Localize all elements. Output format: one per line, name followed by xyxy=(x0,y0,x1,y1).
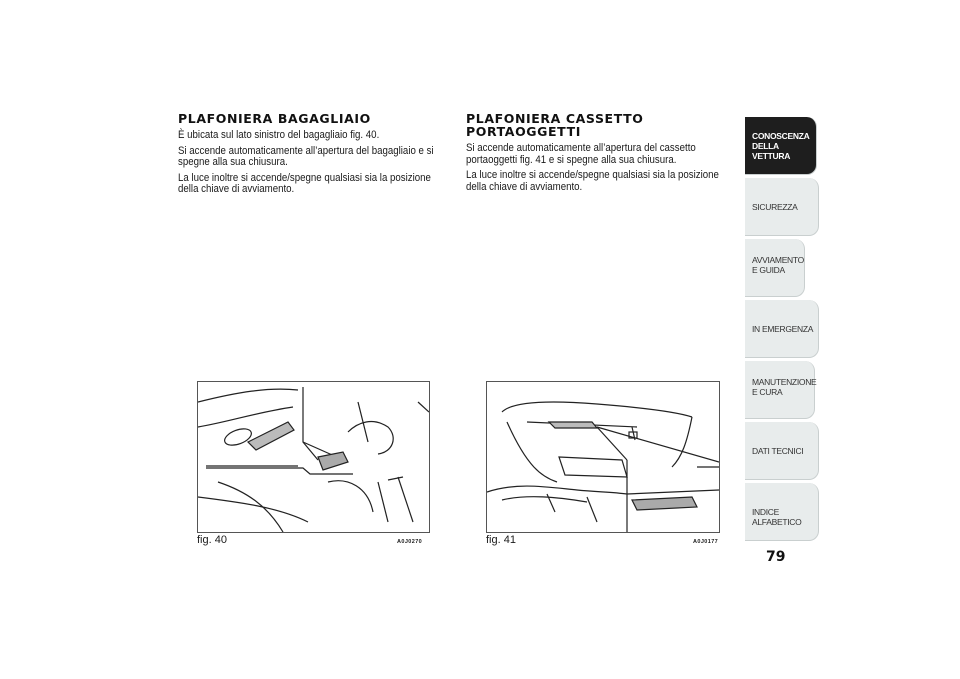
figure-40-code: A0J0270 xyxy=(397,539,423,545)
tab-in-emergenza[interactable]: IN EMERGENZA xyxy=(745,300,819,358)
trunk-light-illustration xyxy=(198,382,429,532)
right-column xyxy=(466,112,736,197)
chapter-tabs xyxy=(745,117,819,544)
tab-manutenzione-e-cura[interactable]: MANUTENZIONE E CURA xyxy=(745,361,815,419)
tab-avviamento-e-guida[interactable]: AVVIAMENTO E GUIDA xyxy=(745,239,805,297)
figure-41-label: fig. 41 xyxy=(486,534,516,546)
paragraph: La luce inoltre si accende/spegne qualsiasi sia la posizione della chiave di avviamento. xyxy=(178,171,431,195)
paragraph: Si accende automaticamente all’apertura del bagagliaio e si spegne alla sua chiusura. xyxy=(178,144,434,168)
tab-dati-tecnici[interactable]: DATI TECNICI xyxy=(745,422,819,480)
left-column xyxy=(178,112,448,200)
figure-41-code: A0J0177 xyxy=(693,539,719,545)
section-title-trunk-light: PLAFONIERA BAGAGLIAIO xyxy=(178,111,371,126)
tab-conoscenza-della-vettura[interactable]: CONOSCENZA DELLA VETTURA xyxy=(745,117,817,175)
paragraph: È ubicata sul lato sinistro del bagagliaio fig. 40. xyxy=(178,129,380,141)
page-number: 79 xyxy=(766,549,786,565)
tab-sicurezza[interactable]: SICUREZZA xyxy=(745,178,819,236)
tab-indice-alfabetico[interactable]: INDICE ALFABETICO xyxy=(745,483,819,541)
figure-41-glovebox-light-image xyxy=(486,381,720,533)
figure-40-trunk-light-image xyxy=(197,381,430,533)
section-title-glovebox-light: PLAFONIERA CASSETTO PORTAOGGETTI xyxy=(466,111,644,139)
paragraph: Si accende automaticamente all’apertura del cassetto portaoggetti fig. 41 e si spegne alla sua chiusura. xyxy=(466,142,696,166)
glovebox-light-illustration xyxy=(487,382,719,532)
figure-40-label: fig. 40 xyxy=(197,534,227,546)
paragraph: La luce inoltre si accende/spegne qualsiasi sia la posizione della chiave di avviamento. xyxy=(466,169,719,193)
